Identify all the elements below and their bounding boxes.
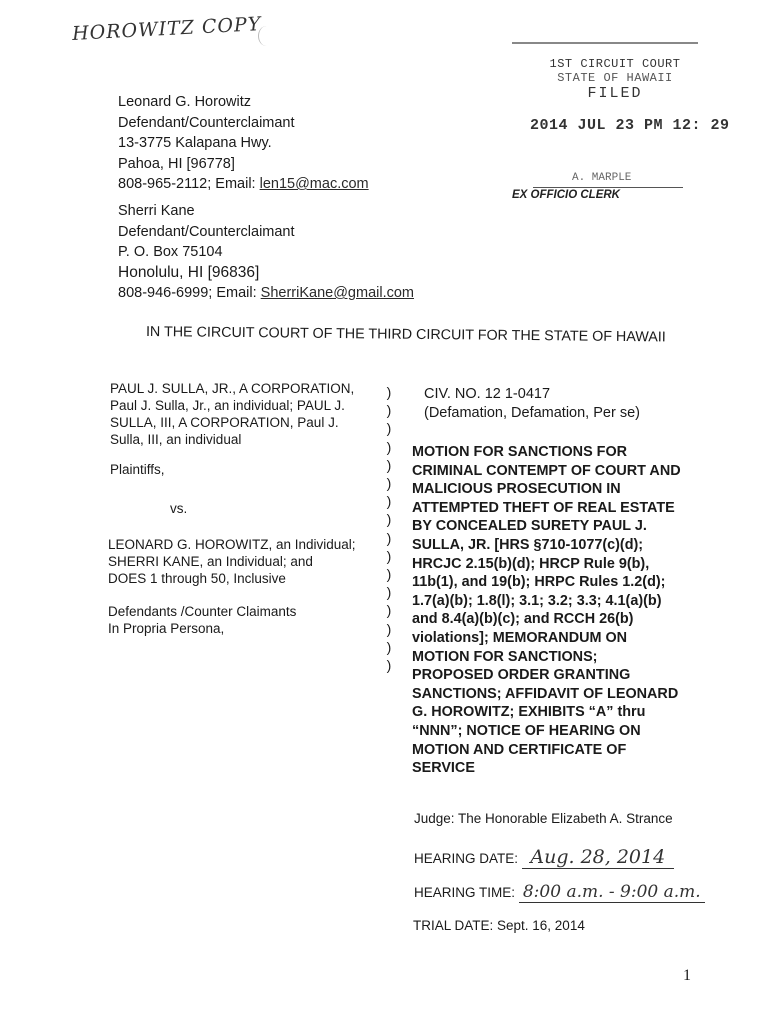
caption-paren: ) bbox=[386, 456, 392, 473]
document-title-line: and 8.4(a)(b)(c); and RCCH 26(b) bbox=[412, 611, 634, 628]
party-phone: 808-946-6999; Email: bbox=[118, 285, 261, 301]
stamp-top-rule bbox=[512, 42, 698, 44]
versus: vs. bbox=[170, 501, 188, 516]
party-role: Defendant/Counterclaimant bbox=[118, 223, 295, 240]
party-contact bbox=[118, 283, 414, 304]
caption-defendants bbox=[108, 536, 356, 587]
filed-stamp bbox=[520, 57, 710, 102]
party-block-horowitz bbox=[118, 92, 369, 195]
document-title-line: violations]; MEMORANDUM ON bbox=[412, 629, 628, 646]
caption-paren: ) bbox=[386, 511, 392, 528]
caption-paren: ) bbox=[386, 602, 392, 619]
caption-paren: ) bbox=[386, 547, 392, 564]
stamp-clerk-rule bbox=[533, 187, 683, 188]
party-block-kane bbox=[118, 201, 414, 304]
document-title-line: 1.7(a)(b); 1.8(l); 3.1; 3.2; 3.3; 4.1(a)(b) bbox=[412, 592, 662, 609]
document-title-line: PROPOSED ORDER GRANTING bbox=[412, 667, 631, 684]
caption-paren: ) bbox=[386, 438, 392, 455]
defendant-line: LEONARD G. HOROWITZ, an Individual; bbox=[108, 537, 356, 552]
stamp-court: 1ST CIRCUIT COURT bbox=[549, 57, 681, 71]
party-email-link[interactable]: SherriKane@gmail.com bbox=[260, 285, 415, 301]
caption-parentheses bbox=[384, 383, 394, 674]
defendants-label bbox=[108, 603, 296, 637]
caption-paren: ) bbox=[386, 420, 392, 437]
caption-paren: ) bbox=[386, 475, 392, 492]
party-address-line2: Pahoa, HI [96778] bbox=[118, 155, 235, 172]
caption-paren: ) bbox=[386, 384, 392, 400]
party-address-line2: Honolulu, HI [96836] bbox=[118, 263, 260, 281]
defendant-line: SHERRI KANE, an Individual; and bbox=[108, 554, 313, 569]
caption-paren: ) bbox=[386, 620, 392, 637]
document-title-line: G. HOROWITZ; EXHIBITS “A” thru bbox=[412, 704, 646, 721]
trial-date: TRIAL DATE: Sept. 16, 2014 bbox=[413, 918, 585, 933]
caption-plaintiffs bbox=[110, 380, 354, 448]
stamp-filed: FILED bbox=[587, 85, 643, 102]
plaintiff-line: Sulla, III, an individual bbox=[110, 432, 242, 447]
document-title-line: SANCTIONS; AFFIDAVIT OF LEONARD bbox=[412, 685, 679, 702]
caption-paren: ) bbox=[386, 657, 392, 674]
document-title-line: MOTION FOR SANCTIONS FOR bbox=[412, 444, 628, 460]
defendant-line: DOES 1 through 50, Inclusive bbox=[108, 571, 286, 586]
party-name: Leonard G. Horowitz bbox=[118, 94, 251, 110]
party-email-link[interactable]: len15@mac.com bbox=[259, 176, 369, 192]
case-nature: (Defamation, Defamation, Per se) bbox=[424, 405, 640, 421]
party-address-line1: 13-3775 Kalapana Hwy. bbox=[118, 135, 272, 151]
page-number: 1 bbox=[683, 967, 691, 984]
party-name: Sherri Kane bbox=[118, 203, 195, 219]
party-role: Defendant/Counterclaimant bbox=[118, 114, 295, 131]
plaintiff-line: SULLA, III, A CORPORATION, Paul J. bbox=[110, 415, 339, 430]
caption-paren: ) bbox=[386, 638, 392, 655]
court-heading: IN THE CIRCUIT COURT OF THE THIRD CIRCUIT FOR THE STATE OF HAWAII bbox=[145, 324, 666, 346]
hearing-date-label: HEARING DATE: bbox=[414, 851, 519, 866]
caption-paren: ) bbox=[386, 566, 392, 583]
hearing-date-value: Aug. 28, 2014 bbox=[522, 846, 674, 869]
party-contact bbox=[118, 174, 369, 195]
party-address-line1: P. O. Box 75104 bbox=[118, 244, 223, 260]
caption-paren: ) bbox=[386, 584, 392, 601]
stamp-clerk-name: A. MARPLE bbox=[572, 172, 632, 184]
stray-mark bbox=[258, 26, 275, 46]
document-title-line: HRCJC 2.15(b)(d); HRCP Rule 9(b), bbox=[412, 555, 650, 572]
hearing-time bbox=[414, 882, 705, 903]
handwritten-annotation: HOROWITZ COPY bbox=[71, 13, 262, 45]
defendants-label-line: Defendants /Counter Claimants bbox=[108, 604, 297, 619]
document-title-line: “NNN”; NOTICE OF HEARING ON bbox=[412, 722, 641, 739]
document-title-line: CRIMINAL CONTEMPT OF COURT AND bbox=[412, 462, 681, 479]
stamp-clerk-title: EX OFFICIO CLERK bbox=[512, 189, 620, 201]
document-title-line: MOTION AND CERTIFICATE OF bbox=[412, 741, 627, 758]
caption-paren: ) bbox=[386, 493, 392, 510]
plaintiffs-label: Plaintiffs, bbox=[110, 462, 165, 477]
document-title-line: MOTION FOR SANCTIONS; bbox=[412, 648, 598, 665]
document-title-line: MALICIOUS PROSECUTION IN bbox=[412, 481, 621, 498]
document-title-line: ATTEMPTED THEFT OF REAL ESTATE bbox=[412, 499, 675, 516]
party-phone: 808-965-2112; Email: bbox=[118, 176, 260, 192]
stamp-datetime: 2014 JUL 23 PM 12: 29 bbox=[530, 117, 730, 134]
plaintiff-line: Paul J. Sulla, Jr., an individual; PAUL J. bbox=[110, 398, 345, 413]
document-title-line: 11b(1), and 19(b); HRPC Rules 1.2(d); bbox=[412, 574, 666, 591]
plaintiff-line: PAUL J. SULLA, JR., A CORPORATION, bbox=[110, 381, 355, 396]
case-number: CIV. NO. 12 1-0417 bbox=[424, 386, 551, 402]
hearing-time-value: 8:00 a.m. - 9:00 a.m. bbox=[519, 882, 705, 903]
document-title-line: SULLA, JR. [HRS §710-1077(c)(d); bbox=[412, 536, 644, 553]
hearing-time-label: HEARING TIME: bbox=[414, 885, 516, 900]
judge: Judge: The Honorable Elizabeth A. Strance bbox=[414, 811, 673, 826]
caption-paren: ) bbox=[386, 529, 392, 546]
document-title bbox=[412, 443, 681, 778]
hearing-date bbox=[414, 846, 674, 869]
stamp-state: STATE OF HAWAII bbox=[557, 71, 673, 85]
caption-paren: ) bbox=[386, 402, 392, 419]
document-title-line: SERVICE bbox=[412, 760, 475, 777]
defendants-label-line: In Propria Persona, bbox=[108, 621, 225, 636]
document-title-line: BY CONCEALED SURETY PAUL J. bbox=[412, 518, 647, 535]
